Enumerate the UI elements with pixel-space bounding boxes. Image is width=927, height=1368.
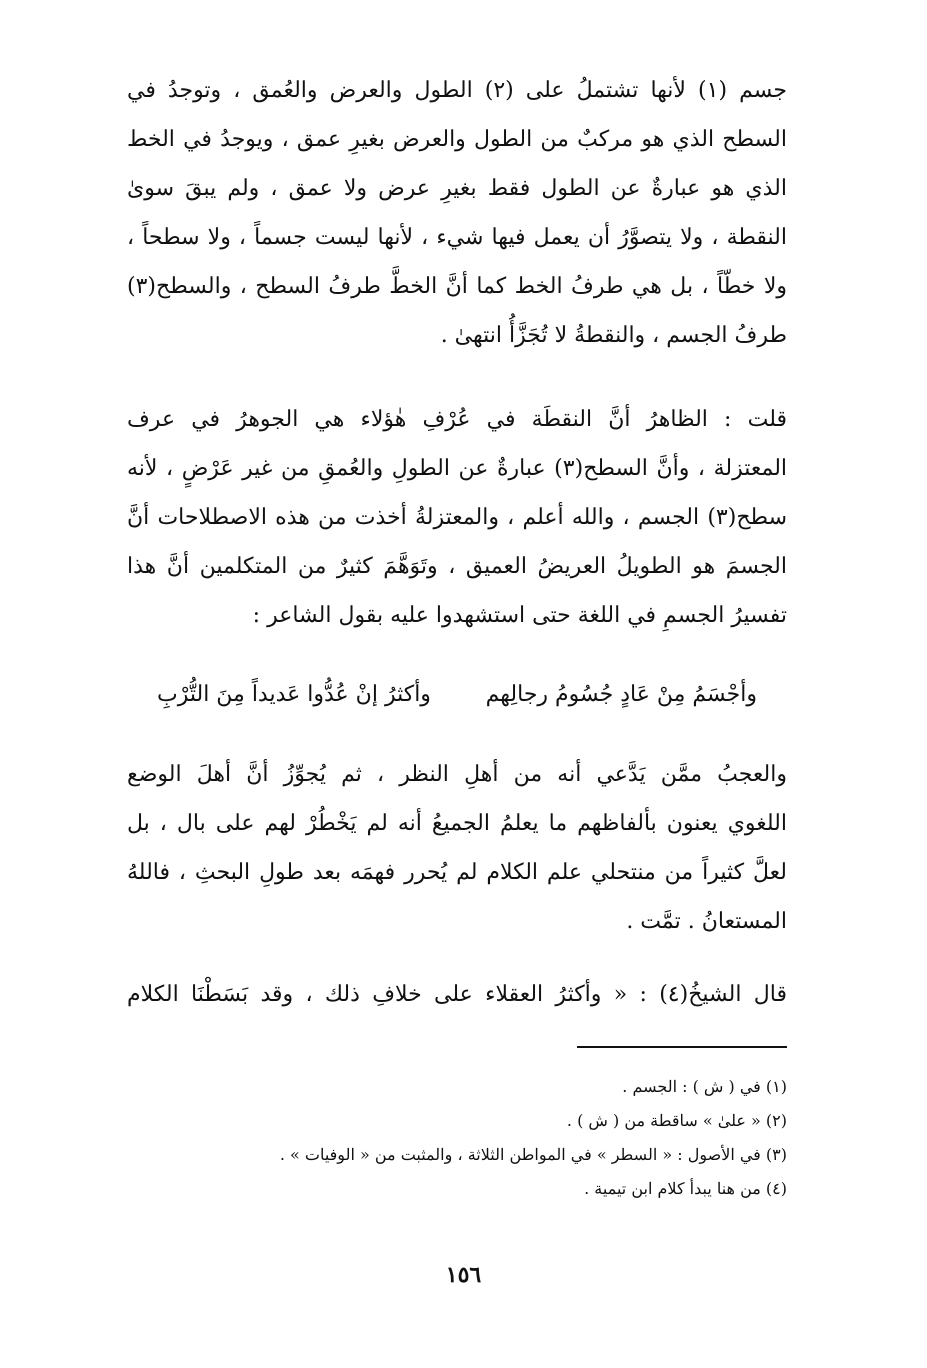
text-line: لعلَّ كثيراً من منتحلي علم الكلام لم يُحرر فهمَه بعد طولِ البحثِ ، فاللهُ [127,860,787,885]
poetry-verse [157,670,757,719]
footnotes [127,1070,787,1206]
paragraph-3 [127,750,787,946]
text-line: النقطة ، ولا يتصوَّرُ أن يعمل فيها شيء ، لأنها ليست جسماً ، ولا سطحاً ، [127,225,787,250]
verse-second-hemistich: وأكثرُ إنْ عُدُّوا عَديداً مِنَ التُّرْبِ [157,682,431,707]
footnote: (١) في ( ش ) : الجسم . [622,1077,787,1096]
text-line: سطح(٣) الجسم ، والله أعلم ، والمعتزلةُ أخذت من هذه الاصطلاحات أنَّ [127,505,787,530]
text-line: المعتزلة ، وأنَّ السطح(٣) عبارةٌ عن الطولِ والعُمقِ من غير عَرْضٍ ، لأنه [127,456,788,481]
text-line: المستعانُ . تمَّت . [626,909,787,934]
footnote: (٤) من هنا يبدأ كلام ابن تيمية . [584,1179,787,1198]
paragraph-4 [127,970,787,1019]
text-line: تفسيرُ الجسمِ في اللغة حتى استشهدوا عليه بقول الشاعر : [252,603,787,628]
footnote: (٣) في الأصول : « السطر » في المواطن الثلاثة ، والمثبت من « الوفيات » . [279,1145,787,1164]
footnote: (٢) « علىٰ » ساقطة من ( ش ) . [566,1111,787,1130]
text-line: الجسمَ هو الطويلُ العريضُ العميق ، وتَوَهَّمَ كثيرٌ من المتكلمين أنَّ هذا [127,554,787,579]
text-line: قال الشيخُ(٤) : « وأكثرُ العقلاء على خلافِ ذلك ، وقد بَسَطْنَا الكلام [127,982,787,1007]
text-line: ولا خطّاً ، بل هي طرفُ الخط كما أنَّ الخطَّ طرفُ السطح ، والسطح(٣) [127,274,787,299]
verse-first-hemistich: وأجْسَمُ مِنْ عَادٍ جُسُومُ رجالِهم [485,682,757,707]
paragraph-2 [127,395,787,640]
text-line: السطح الذي هو مركبٌ من الطول والعرض بغيرِ عمق ، ويوجدُ في الخط [127,127,787,152]
footnote-separator [577,1046,787,1048]
text-line: اللغوي يعنون بألفاظهم ما يعلمُ الجميعُ أنه لم يَخْطُرْ لهم على بال ، بل [127,811,787,836]
page-number: ١٥٦ [445,1262,482,1288]
text-line: جسم (١) لأنها تشتملُ على (٢) الطول والعرض والعُمق ، وتوجدُ في [127,78,787,103]
text-line: قلت : الظاهرُ أنَّ النقطَة في عُرْفِ هٰؤلاء هي الجوهرُ في عرف [127,407,787,432]
text-line: الذي هو عبارةٌ عن الطول فقط بغيرِ عرض ولا عمق ، ولم يبقَ سوىٰ [127,176,787,201]
text-line: والعجبُ ممَّن يَدَّعي أنه من أهلِ النظر ، ثم يُجوِّزُ أنَّ أهلَ الوضع [127,762,787,787]
text-line: طرفُ الجسم ، والنقطةُ لا تُجَزَّأُ انتهىٰ . [440,323,787,348]
paragraph-1 [127,66,787,360]
